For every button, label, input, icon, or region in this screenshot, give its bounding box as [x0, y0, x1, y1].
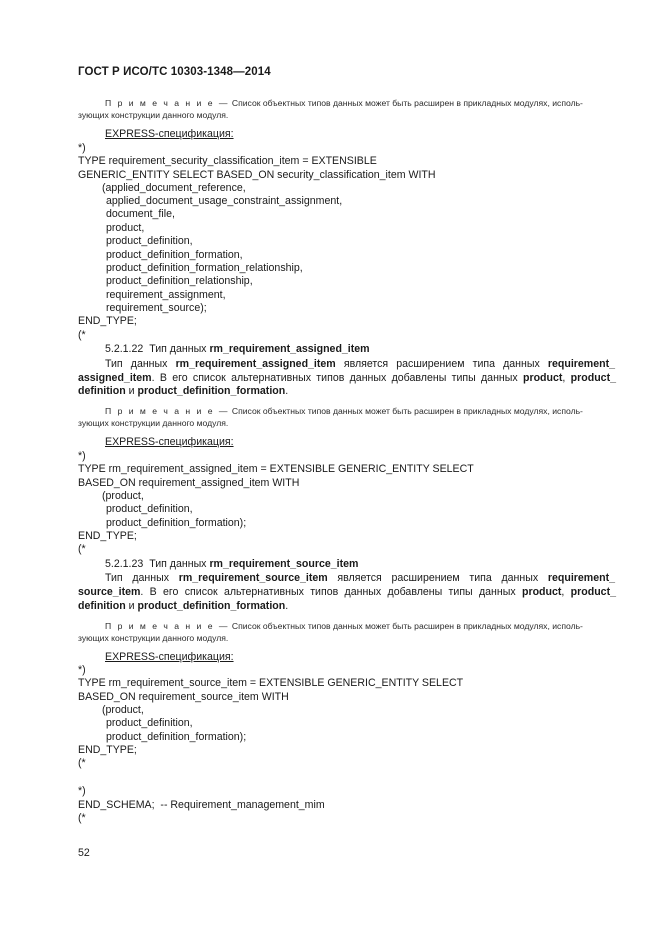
section-title-name: rm_requirement_source_item [209, 558, 359, 570]
type-name: product_ [570, 372, 616, 384]
paragraph-22-line-3 [78, 385, 288, 398]
note-3-line-2: зующих конструкции данного модуля. [78, 633, 229, 643]
paragraph-23-line-1 [105, 572, 615, 585]
text-run: . [285, 600, 289, 612]
express-heading-3: EXPRESS-спецификация: [105, 651, 234, 663]
type-name: product_ [570, 586, 616, 598]
end-schema: END_SCHEMA; -- Requirement_management_mim [78, 799, 325, 811]
text-run: . В его список альтернативных типов данных добавлены типы данных [151, 372, 518, 384]
code-line: (applied_document_reference, [102, 182, 246, 194]
type-name: requirement_ [547, 572, 615, 584]
code-line: END_TYPE; [78, 530, 137, 542]
section-title-prefix: Тип данных [149, 343, 207, 355]
section-number: 5.2.1.22 [105, 343, 144, 355]
code-line: TYPE rm_requirement_source_item = EXTENSIBLE GENERIC_ENTITY SELECT [78, 677, 464, 689]
express-close-1: (* [78, 329, 86, 341]
type-name: assigned_item [78, 372, 152, 384]
express-close-3: (* [78, 757, 86, 769]
ending-open: *) [78, 785, 86, 797]
code-line: product, [106, 222, 145, 234]
code-line: (product, [102, 704, 144, 716]
text-run: . [285, 385, 289, 397]
code-line: product_definition_formation); [106, 731, 247, 743]
type-name: product [522, 372, 563, 384]
express-close-2: (* [78, 543, 86, 555]
text-run: и [128, 600, 135, 612]
section-heading-22 [105, 343, 370, 356]
code-line: requirement_source); [106, 302, 207, 314]
text-run: и [128, 385, 135, 397]
code-line: GENERIC_ENTITY SELECT BASED_ON security_classification_item WITH [78, 169, 436, 181]
type-name: product_definition_formation [137, 600, 286, 612]
note-label: П р и м е ч а н и е — [105, 406, 230, 416]
note-3-line-1 [105, 620, 583, 632]
code-line: product_definition_relationship, [106, 275, 253, 287]
section-number: 5.2.1.23 [105, 558, 144, 570]
paragraph-23-line-3 [78, 600, 288, 613]
type-name: product [521, 586, 562, 598]
page-number: 52 [78, 847, 90, 859]
type-name: definition [78, 600, 126, 612]
paragraph-22-line-1 [105, 358, 615, 371]
text-run: , [561, 586, 565, 598]
code-line: BASED_ON requirement_source_item WITH [78, 691, 289, 703]
note-2-line-1 [105, 405, 583, 417]
text-run: , [562, 372, 566, 384]
text-run: Тип данных [105, 572, 170, 584]
code-line: product_definition, [106, 503, 193, 515]
code-line: product_definition, [106, 717, 193, 729]
note-text: Список объектных типов данных может быть расширен в прикладных модулях, исполь- [231, 98, 583, 108]
note-1-line-1 [105, 97, 583, 109]
code-line: TYPE requirement_security_classification_item = EXTENSIBLE [78, 155, 377, 167]
code-line: document_file, [106, 208, 175, 220]
note-label: П р и м е ч а н и е — [105, 621, 230, 631]
text-run: является расширением типа данных [343, 358, 540, 370]
type-name: rm_requirement_assigned_item [175, 358, 336, 370]
code-line: product_definition_formation); [106, 517, 247, 529]
express-open-3: *) [78, 664, 86, 676]
type-name: source_item [78, 586, 141, 598]
note-label: П р и м е ч а н и е — [105, 98, 230, 108]
express-open-1: *) [78, 142, 86, 154]
express-open-2: *) [78, 450, 86, 462]
section-title-prefix: Тип данных [149, 558, 207, 570]
type-name: requirement_ [547, 358, 616, 370]
code-line: product_definition_formation, [106, 249, 243, 261]
code-line: product_definition_formation_relationship, [106, 262, 303, 274]
section-title-name: rm_requirement_assigned_item [209, 343, 370, 355]
code-line: TYPE rm_requirement_assigned_item = EXTENSIBLE GENERIC_ENTITY SELECT [78, 463, 474, 475]
note-2-line-2: зующих конструкции данного модуля. [78, 418, 229, 428]
page-header: ГОСТ Р ИСО/ТС 10303-1348—2014 [78, 66, 271, 78]
code-line: BASED_ON requirement_assigned_item WITH [78, 477, 300, 489]
note-text: Список объектных типов данных может быть расширен в прикладных модулях, исполь- [231, 621, 583, 631]
paragraph-23-line-2 [78, 586, 616, 599]
section-heading-23 [105, 558, 358, 571]
code-line: requirement_assignment, [106, 289, 226, 301]
note-1-line-2: зующих конструкции данного модуля. [78, 110, 229, 120]
express-heading-2: EXPRESS-спецификация: [105, 436, 234, 448]
type-name: definition [78, 385, 126, 397]
ending-close: (* [78, 812, 86, 824]
code-line: product_definition, [106, 235, 193, 247]
code-line: END_TYPE; [78, 744, 137, 756]
text-run: . В его список альтернативных типов данных добавлены типы данных [140, 586, 516, 598]
note-text: Список объектных типов данных может быть расширен в прикладных модулях, исполь- [231, 406, 583, 416]
type-name: rm_requirement_source_item [178, 572, 328, 584]
express-heading-1: EXPRESS-спецификация: [105, 128, 234, 140]
code-line: applied_document_usage_constraint_assignment, [106, 195, 343, 207]
text-run: является расширением типа данных [337, 572, 539, 584]
code-line: END_TYPE; [78, 315, 137, 327]
paragraph-22-line-2 [78, 372, 616, 385]
code-line: (product, [102, 490, 144, 502]
type-name: product_definition_formation [137, 385, 286, 397]
text-run: Тип данных [105, 358, 168, 370]
